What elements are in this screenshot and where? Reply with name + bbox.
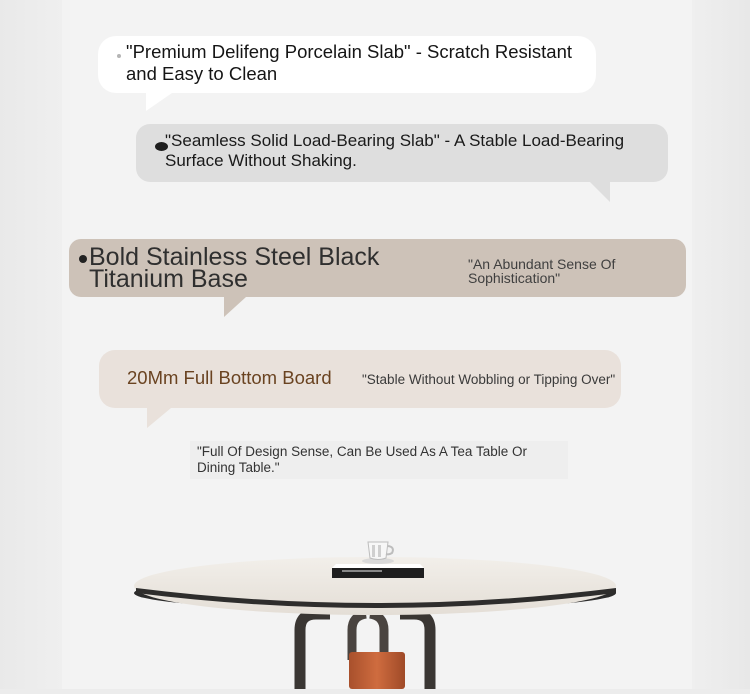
- left-margin: [0, 0, 62, 689]
- feature-bubble-bottom-board: [99, 350, 621, 408]
- bullet-icon: [79, 255, 87, 263]
- bubble-tail: [224, 297, 246, 317]
- table-product-image: [130, 530, 630, 689]
- caption-text: "Full Of Design Sense, Can Be Used As A Tea Table Or Dining Table.": [197, 444, 527, 475]
- bubble-tail: [147, 408, 171, 428]
- bubble-tail: [146, 93, 172, 111]
- design-caption: [190, 441, 568, 479]
- feature-text: "Premium Delifeng Porcelain Slab" - Scratch Resistant and Easy to Clean: [126, 41, 573, 84]
- feature-title: 20Mm Full Bottom Board: [127, 367, 332, 388]
- book-icon: [332, 564, 424, 578]
- bubble-tail: [590, 182, 610, 202]
- right-margin: [692, 0, 750, 689]
- table-base: [300, 614, 430, 689]
- feature-bubble-load-bearing: [136, 124, 668, 182]
- base-core: [349, 652, 405, 689]
- feature-bubble-porcelain-slab: [98, 36, 596, 93]
- feature-subtitle: "An Abundant Sense Of Sophistication": [468, 256, 616, 286]
- feature-text: "Seamless Solid Load-Bearing Slab" - A Stable Load-Bearing Surface Without Shaking.: [165, 131, 625, 170]
- feature-subtitle: "Stable Without Wobbling or Tipping Over": [362, 372, 616, 387]
- bullet-icon: [117, 54, 121, 58]
- coffee-cup-icon: [362, 542, 394, 564]
- feature-bubble-steel-base: [69, 239, 686, 297]
- table-illustration: [130, 530, 630, 689]
- feature-title: Bold Stainless Steel Black Titanium Base: [89, 243, 380, 293]
